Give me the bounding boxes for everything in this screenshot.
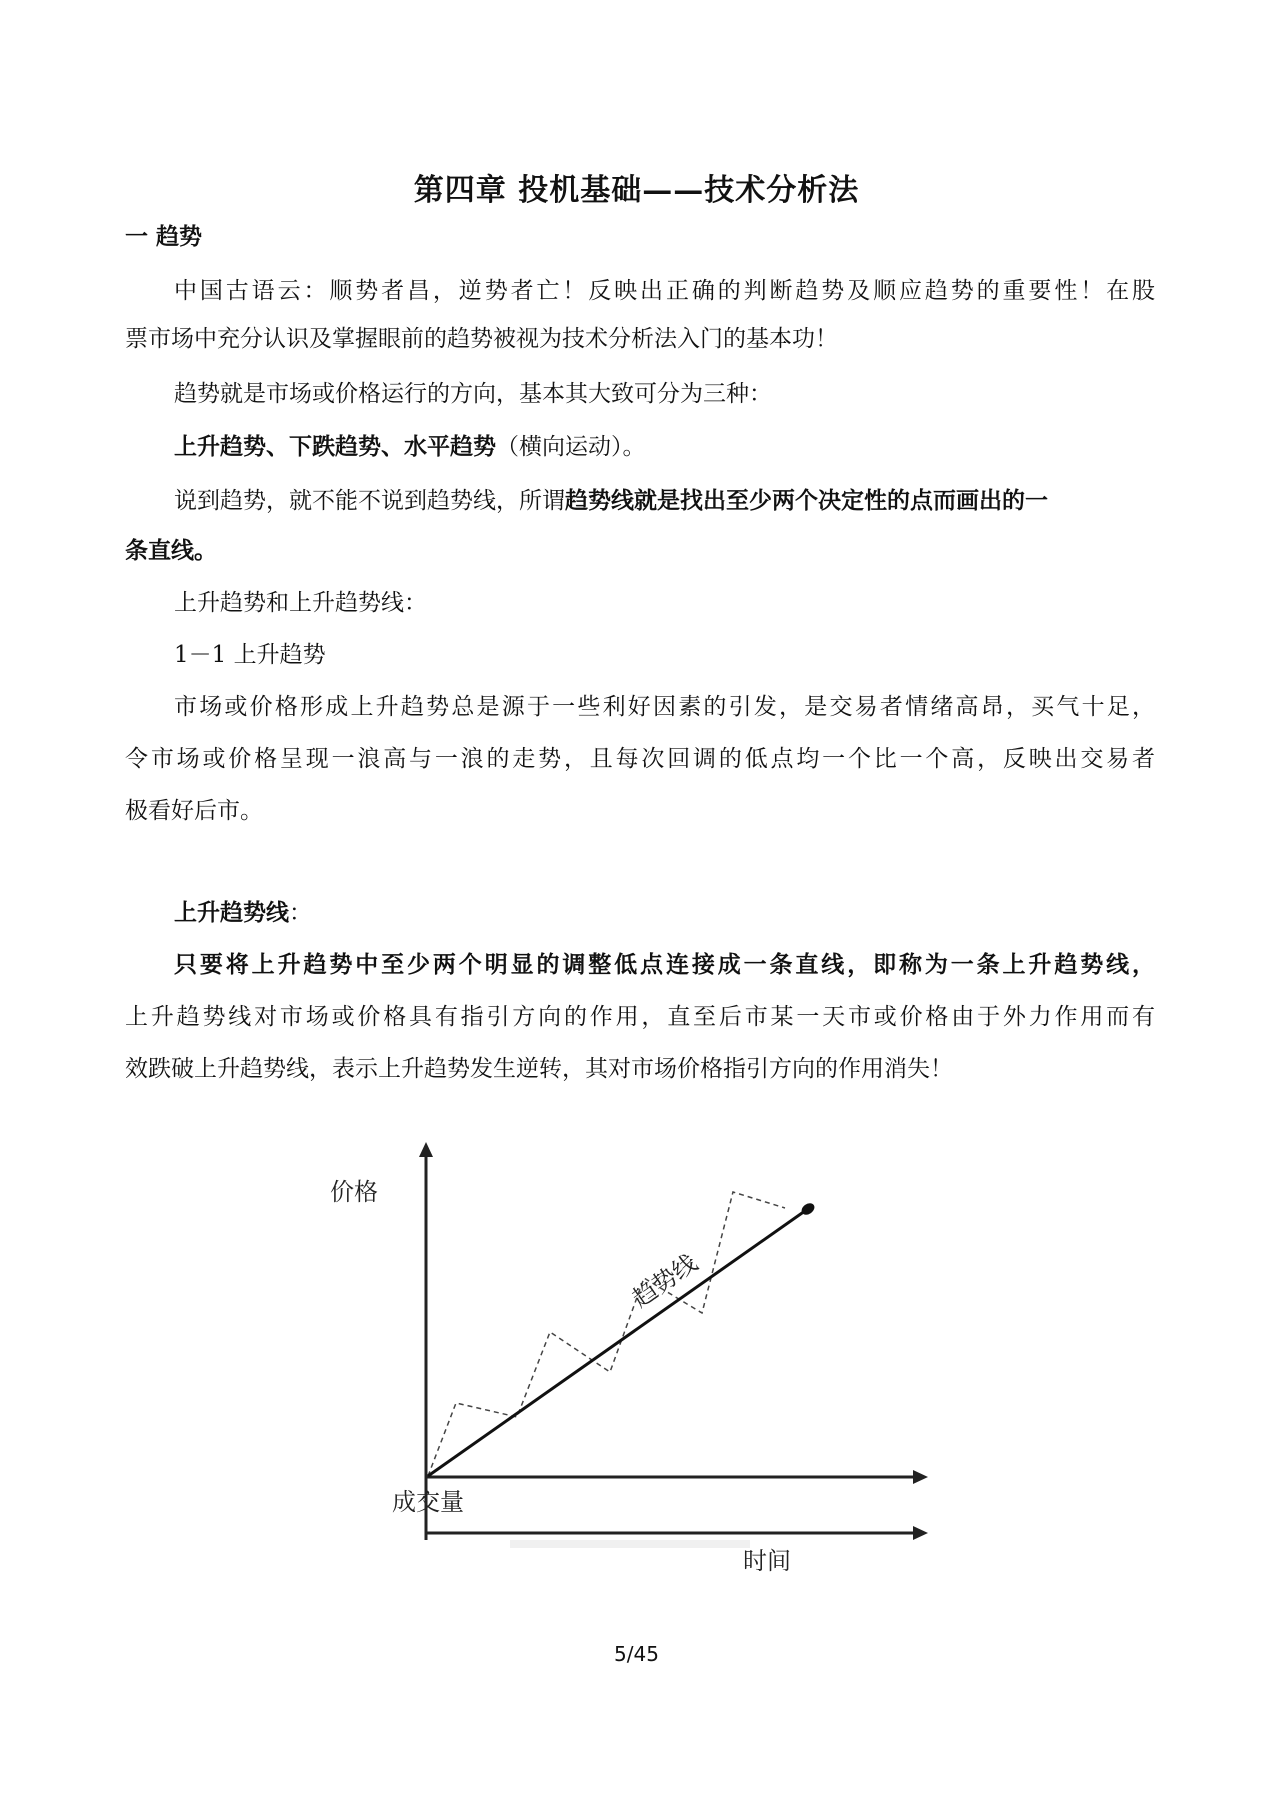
paragraph-4-line-2: 条直线。 [125,537,217,564]
shadow [510,1540,750,1548]
x-axis-label: 时间 [743,1547,791,1575]
trend-types-note: （横向运动）。 [496,434,646,460]
paragraph-8-line-2: 上升趋势线对市场或价格具有指引方向的作用，直至后市某一天市或价格由于外力作用而有 [125,1004,1155,1030]
chapter-title: 第四章 投机基础——技术分析法 [413,173,860,208]
uptrend-line-diagram [330,1140,960,1580]
paragraph-1-line-1: 中国古语云：顺势者昌，逆势者亡！反映出正确的判断趋势及顺应趋势的重要性！在股 [174,278,1155,304]
uptrend-line-heading-text: 上升趋势线 [174,899,289,926]
trend-line-label: 趋势线 [627,1248,703,1313]
paragraph-1-line-2: 票市场中充分认识及掌握眼前的趋势被视为技术分析法入门的基本功！ [125,326,838,352]
upper-axis-arrow [913,1470,928,1484]
paragraph-8-line-3: 效跌破上升趋势线，表示上升趋势发生逆转，其对市场价格指引方向的作用消失！ [125,1056,953,1082]
paragraph-5: 上升趋势和上升趋势线： [174,590,427,616]
price-path [428,1192,785,1476]
trendline-definition: 趋势线就是找出至少两个决定性的点而画出的一 [565,487,1048,514]
time-axis-arrow [913,1526,928,1540]
price-axis-arrow [419,1142,433,1157]
page-number: 5/45 [614,1642,659,1666]
paragraph-7-line-1: 市场或价格形成上升趋势总是源于一些利好因素的引发，是交易者情绪高昂，买气十足， [174,694,1155,720]
paragraph-7-line-2: 令市场或价格呈现一浪高与一浪的走势，且每次回调的低点均一个比一个高，反映出交易者 [125,746,1155,772]
paragraph-4-line-1 [174,486,1048,516]
paragraph-2: 趋势就是市场或价格运行的方向，基本其大致可分为三种： [174,381,772,407]
uptrend-line-heading [174,898,312,928]
y-axis-label: 价格 [330,1178,378,1206]
paragraph-4-intro: 说到趋势，就不能不说到趋势线，所谓 [174,488,565,514]
uptrend-line-heading-colon: ： [289,900,312,926]
trend-types: 上升趋势、下跌趋势、水平趋势 [174,433,496,460]
section-heading: 一 趋势 [125,223,203,250]
subsection-heading: 1－1 上升趋势 [174,642,326,668]
paragraph-3 [174,432,646,462]
trend-line [428,1206,812,1476]
volume-label: 成交量 [392,1488,464,1516]
paragraph-7-line-3: 极看好后市。 [125,798,263,824]
paragraph-8-line-1: 只要将上升趋势中至少两个明显的调整低点连接成一条直线，即称为一条上升趋势线， [174,951,1155,978]
